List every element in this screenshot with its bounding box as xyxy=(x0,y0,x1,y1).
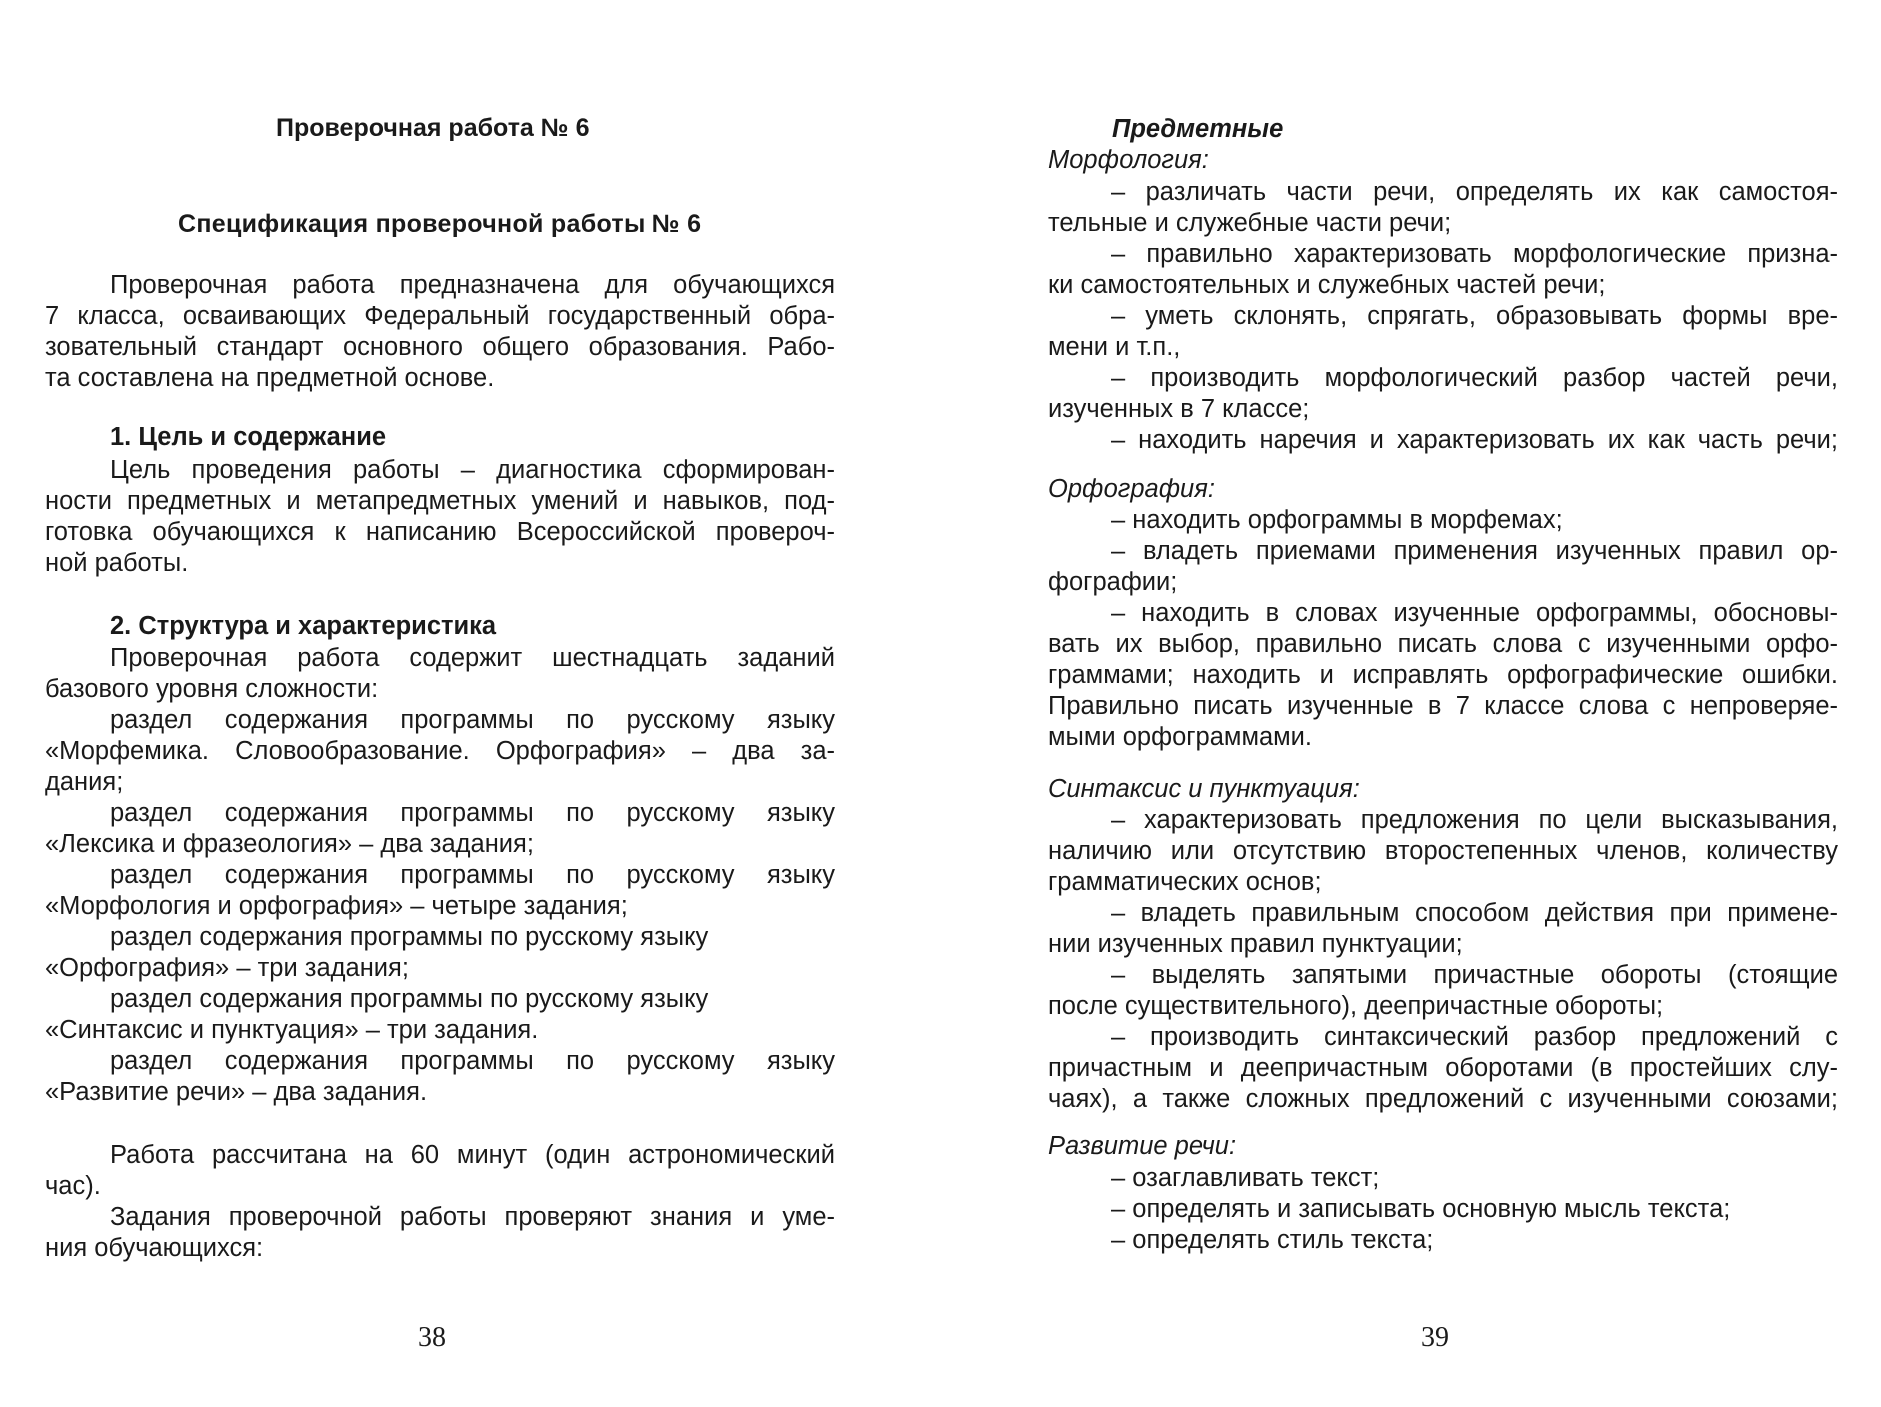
list-item: изученных в 7 классе; xyxy=(1048,395,1310,423)
syntax-list xyxy=(1048,805,1838,1115)
text-line: готовка обучающихся к написанию Всероссийской провероч- xyxy=(45,518,835,546)
section1-heading: 1. Цель и содержание xyxy=(110,423,387,451)
text-line: зовательный стандарт основного общего образования. Рабо- xyxy=(45,333,835,361)
text-line: та составлена на предметной основе. xyxy=(45,364,495,392)
page-number-left: 38 xyxy=(418,1322,446,1353)
list-item: грамматических основ; xyxy=(1048,868,1322,896)
text-line: раздел содержания программы по русскому языку xyxy=(110,923,709,951)
list-item: мени и т.п., xyxy=(1048,333,1181,361)
text-line: раздел содержания программы по русскому языку xyxy=(110,861,835,889)
text-line: Работа рассчитана на 60 минут (один астрономический xyxy=(110,1141,835,1169)
text-line: дания; xyxy=(45,768,124,796)
list-item: чаях), а также сложных предложений с изученными союзами; xyxy=(1048,1085,1838,1113)
closing-paragraph xyxy=(45,1140,835,1264)
intro-paragraph xyxy=(45,270,835,394)
list-item: ки самостоятельных и служебных частей речи; xyxy=(1048,271,1606,299)
left-page xyxy=(0,0,940,1407)
text-line: ния обучающихся: xyxy=(45,1234,264,1262)
list-item: – различать части речи, определять их как самостоя- xyxy=(1111,178,1838,206)
list-item: нии изученных правил пунктуации; xyxy=(1048,930,1463,958)
text-line: «Морфология и орфография» – четыре задания; xyxy=(45,892,628,920)
list-item: – правильно характеризовать морфологические призна- xyxy=(1111,240,1838,268)
list-item: – выделять запятыми причастные обороты (стоящие xyxy=(1111,961,1838,989)
list-item: – производить синтаксический разбор предложений с xyxy=(1111,1023,1838,1051)
list-item: мыми орфограммами. xyxy=(1048,723,1313,751)
orthography-list xyxy=(1048,505,1838,753)
text-line: базового уровня сложности: xyxy=(45,675,379,703)
specification-heading xyxy=(178,210,701,239)
text-line: «Морфемика. Словообразование. Орфография» – два за- xyxy=(45,737,835,765)
text-line: Проверочная работа предназначена для обучающихся xyxy=(110,271,835,299)
list-item: фографии; xyxy=(1048,568,1178,596)
list-item: – владеть правильным способом действия при примене- xyxy=(1111,899,1838,927)
speech-development-list xyxy=(1048,1163,1838,1256)
page-title: Проверочная работа № 6 xyxy=(276,114,590,142)
list-item: наличию или отсутствию второстепенных членов, количеству xyxy=(1048,837,1838,865)
list-item: Правильно писать изученные в 7 классе слова с непроверяе- xyxy=(1048,692,1838,720)
section2-paragraph xyxy=(45,643,835,1108)
specification-heading-number: № 6 xyxy=(651,210,702,238)
text-line: «Развитие речи» – два задания. xyxy=(45,1078,428,1106)
text-line: час). xyxy=(45,1172,101,1200)
section1-paragraph xyxy=(45,455,835,579)
list-item: – определять стиль текста; xyxy=(1111,1226,1434,1254)
morphology-label: Морфология: xyxy=(1048,146,1209,174)
speech-development-label: Развитие речи: xyxy=(1048,1132,1237,1160)
text-line: раздел содержания программы по русскому языку xyxy=(110,985,709,1013)
text-line: раздел содержания программы по русскому языку xyxy=(110,1047,835,1075)
text-line: ности предметных и метапредметных умений и навыков, под- xyxy=(45,487,835,515)
page-number-right: 39 xyxy=(1421,1322,1449,1353)
text-line: ной работы. xyxy=(45,549,189,577)
text-line: Проверочная работа содержит шестнадцать заданий xyxy=(110,644,835,672)
text-line: 7 класса, осваивающих Федеральный государственный обра- xyxy=(45,302,835,330)
list-item: тельные и служебные части речи; xyxy=(1048,209,1452,237)
list-item: – определять и записывать основную мысль текста; xyxy=(1111,1195,1731,1223)
list-item: после существительного), деепричастные обороты; xyxy=(1048,992,1664,1020)
list-item: – озаглавливать текст; xyxy=(1111,1164,1380,1192)
list-item: вать их выбор, правильно писать слова с изученными орфо- xyxy=(1048,630,1838,658)
text-line: «Орфография» – три задания; xyxy=(45,954,409,982)
text-line: Задания проверочной работы проверяют знания и уме- xyxy=(110,1203,835,1231)
specification-heading-text: Спецификация проверочной работы xyxy=(178,210,646,238)
subject-results-heading: Предметные xyxy=(1112,115,1284,143)
text-line: раздел содержания программы по русскому языку xyxy=(110,799,835,827)
list-item: – находить наречия и характеризовать их как часть речи; xyxy=(1111,426,1838,454)
list-item: причастным и деепричастным оборотами (в простейших слу- xyxy=(1048,1054,1838,1082)
list-item: граммами; находить и исправлять орфографические ошибки. xyxy=(1048,661,1838,689)
syntax-label: Синтаксис и пунктуация: xyxy=(1048,775,1360,803)
section2-heading: 2. Структура и характеристика xyxy=(110,612,497,640)
list-item: – характеризовать предложения по цели высказывания, xyxy=(1111,806,1838,834)
list-item: – производить морфологический разбор частей речи, xyxy=(1111,364,1838,392)
list-item: – владеть приемами применения изученных правил ор- xyxy=(1111,537,1838,565)
text-line: «Лексика и фразеология» – два задания; xyxy=(45,830,534,858)
list-item: – находить орфограммы в морфемах; xyxy=(1111,506,1563,534)
morphology-list xyxy=(1048,177,1838,456)
list-item: – находить в словах изученные орфограммы, обосновы- xyxy=(1111,599,1838,627)
text-line: «Синтаксис и пунктуация» – три задания. xyxy=(45,1016,539,1044)
orthography-label: Орфография: xyxy=(1048,475,1215,503)
list-item: – уметь склонять, спрягать, образовывать формы вре- xyxy=(1111,302,1838,330)
text-line: Цель проведения работы – диагностика сформирован- xyxy=(110,456,835,484)
right-page xyxy=(940,0,1881,1407)
text-line: раздел содержания программы по русскому языку xyxy=(110,706,835,734)
